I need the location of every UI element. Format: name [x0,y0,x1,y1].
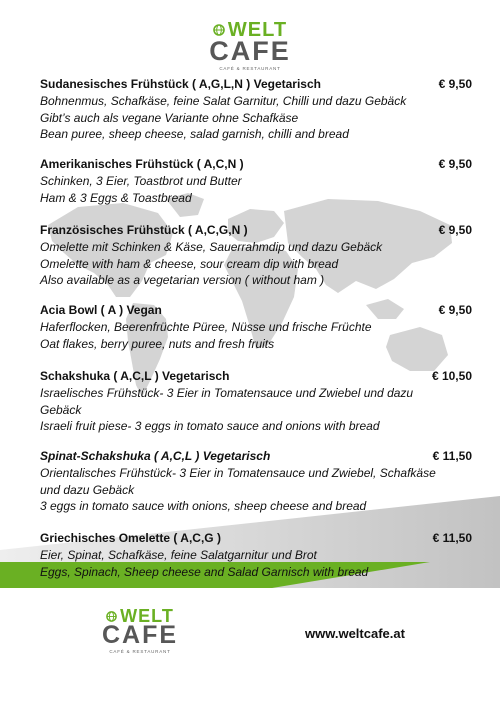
menu-item [40,156,472,222]
breakfast-menu [40,76,472,582]
menu-item [40,302,472,368]
menu-item-price: € 10,50 [431,369,472,383]
menu-item-description: Bohnenmus, Schafkäse, feine Salat Garnitur, Chilli und dazu Gebäck [40,94,407,108]
menu-item-description: Schinken, 3 Eier, Toastbrot und Butter [40,174,242,188]
menu-item-description: Bean puree, sheep cheese, salad garnish, chilli and bread [40,127,349,141]
menu-item-description: Oat flakes, berry puree, nuts and fresh fruits [40,336,275,351]
menu-item [40,222,472,302]
website-link[interactable]: www.weltcafe.at [305,626,405,641]
menu-item [40,530,472,582]
menu-item-description: Omelette mit Schinken & Käse, Sauerrahmdip und dazu Gebäck [40,240,383,254]
menu-item [40,368,472,448]
menu-item-description: Israeli fruit piese- 3 eggs in tomato sauce and onions with bread [40,419,380,433]
logo-bottom [96,607,184,654]
menu-item-description: Eggs, Spinach, Sheep cheese and Salad Garnisch with bread [40,564,369,579]
menu-item-description: Haferflocken, Beerenfrüchte Püree, Nüsse und frische Früchte [40,320,372,334]
menu-item-description: Omelette with ham & cheese, sour cream dip with bread [40,256,339,271]
menu-item-price: € 11,50 [432,531,472,545]
menu-item-title: Spinat-Schakshuka ( A,C,L ) Vegetarisch [40,449,271,463]
menu-item-title: Amerikanisches Frühstück ( A,C,N ) [40,157,244,171]
menu-item-description: Israelisches Frühstück- 3 Eier in Tomatensauce und Zwiebel und dazu Gebäck [40,386,414,417]
menu-item-description: Also available as a vegetarian version ( without ham ) [40,273,325,287]
menu-item-price: € 9,50 [438,223,472,237]
logo-top [200,20,300,71]
menu-item-price: € 9,50 [438,157,472,171]
menu-item-title: Schakshuka ( A,C,L ) Vegetarisch [40,369,230,383]
menu-item-price: € 9,50 [438,303,472,317]
logo-tagline: CAFÉ & RESTAURANT [219,66,281,71]
logo-line-cafe: CAFE [101,621,179,649]
menu-item-title: Französisches Frühstück ( A,C,G,N ) [40,223,248,237]
menu-item-price: € 9,50 [438,77,472,91]
menu-item-description: Eier, Spinat, Schafkäse, feine Salatgarnitur und Brot [40,548,317,562]
menu-item-description: Gibt’s auch als vegane Variante ohne Schafkäse [40,110,299,125]
menu-item-title: Sudanesisches Frühstück ( A,G,L,N ) Vegetarisch [40,77,321,91]
logo-text-welt: WELT [227,19,288,41]
menu-item [40,448,472,530]
logo-tagline: CAFÉ & RESTAURANT [109,649,171,654]
menu-item [40,76,472,156]
menu-item-description: Ham & 3 Eggs & Toastbread [40,190,192,205]
menu-item-description: 3 eggs in tomato sauce with onions, sheep cheese and bread [40,499,367,513]
logo-line-cafe: CAFE [209,36,291,66]
menu-item-price: € 11,50 [432,449,472,463]
menu-item-title: Acia Bowl ( A ) Vegan [40,303,162,317]
menu-item-title: Griechisches Omelette ( A,C,G ) [40,531,221,545]
menu-item-description: Orientalisches Frühstück- 3 Eier in Tomatensauce und Zwiebel, Schafkäse und dazu Gebäck [40,466,436,497]
logo-text-welt: WELT [120,606,174,626]
